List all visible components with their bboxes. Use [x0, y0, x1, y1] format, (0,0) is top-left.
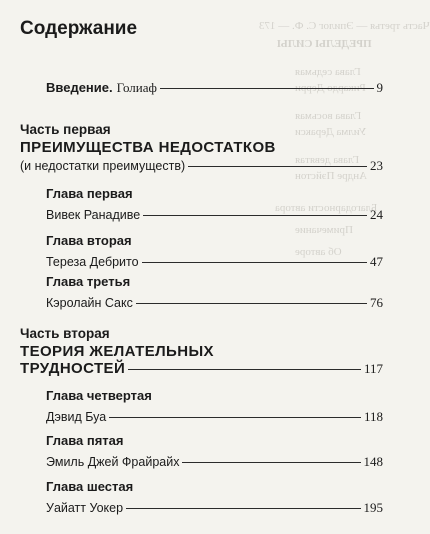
toc-entry-introduction[interactable] — [46, 80, 383, 96]
part-title: ТЕОРИЯ ЖЕЛАТЕЛЬНЫХ — [20, 343, 214, 360]
page-title: Содержание — [20, 18, 138, 39]
page-number: 9 — [376, 80, 383, 95]
toc-entry-chapter[interactable] — [46, 433, 383, 470]
leader-line — [109, 417, 361, 418]
chapter-title: Глава шестая — [46, 479, 134, 494]
introduction-label: Введение. — [46, 80, 113, 95]
bleed-line: Глава восьмая — [295, 110, 362, 122]
chapter-title: Глава вторая — [46, 233, 132, 248]
leader-line — [142, 262, 367, 263]
chapter-person: Эмиль Джей Фрайрайх — [46, 455, 180, 469]
page-number: 76 — [370, 295, 383, 310]
bleed-line: Благодарности автора — [275, 202, 378, 214]
part-label: Часть вторая — [20, 326, 110, 341]
leader-line — [188, 166, 367, 167]
leader-line — [126, 508, 360, 509]
bleed-line: Рикардо Дерри — [295, 82, 366, 94]
bleed-line: Глава девятая — [295, 154, 360, 166]
page-number: 195 — [363, 500, 383, 515]
chapter-title: Глава четвертая — [46, 388, 152, 403]
chapter-person: Дэвид Буа — [46, 410, 107, 424]
page-number: 24 — [370, 207, 383, 222]
bleed-line: Часть третья — Эпилог С. Ф. — 173 — [259, 20, 430, 32]
leader-line — [128, 369, 361, 370]
toc-entry-chapter[interactable] — [46, 233, 383, 270]
toc-entry-part-two[interactable] — [20, 360, 383, 377]
bleed-line: Об авторе — [295, 246, 342, 258]
part-title: ПРЕИМУЩЕСТВА НЕДОСТАТКОВ — [20, 139, 276, 156]
leader-line — [160, 88, 374, 89]
toc-entry-chapter[interactable] — [46, 388, 383, 425]
toc-entry-chapter[interactable] — [46, 274, 383, 311]
chapter-person: Тереза Дебрито — [46, 255, 139, 269]
page-number: 117 — [363, 361, 383, 376]
toc-entry-part-one[interactable] — [20, 158, 383, 174]
chapter-person: Вивек Ранадиве — [46, 208, 141, 222]
chapter-title: Глава первая — [46, 186, 133, 201]
bleed-line: Глава седьмая — [295, 66, 361, 78]
toc-entry-chapter[interactable] — [46, 186, 383, 223]
page-number: 23 — [370, 158, 383, 173]
part-title: ТРУДНОСТЕЙ — [20, 360, 126, 377]
chapter-title: Глава третья — [46, 274, 131, 289]
bleed-line: Уилма Деракси — [295, 126, 367, 138]
part-label: Часть первая — [20, 122, 111, 137]
leader-line — [143, 215, 367, 216]
page-number: 148 — [363, 454, 383, 469]
introduction-title: Голиаф — [116, 80, 157, 95]
bleed-line: Андре Пэйстон — [295, 170, 368, 182]
leader-line — [182, 462, 360, 463]
chapter-person: Кэролайн Сакс — [46, 296, 133, 310]
chapter-title: Глава пятая — [46, 433, 124, 448]
bleed-line: ПРЕДЕЛЫ СИЛЫ — [277, 38, 372, 50]
page-number: 118 — [363, 409, 383, 424]
chapter-person: Уайатт Уокер — [46, 501, 124, 515]
leader-line — [136, 303, 367, 304]
page-number: 47 — [370, 254, 383, 269]
part-subtitle: (и недостатки преимуществ) — [20, 159, 186, 173]
bleed-line: Примечание — [295, 224, 353, 236]
toc-entry-chapter[interactable] — [46, 479, 383, 516]
